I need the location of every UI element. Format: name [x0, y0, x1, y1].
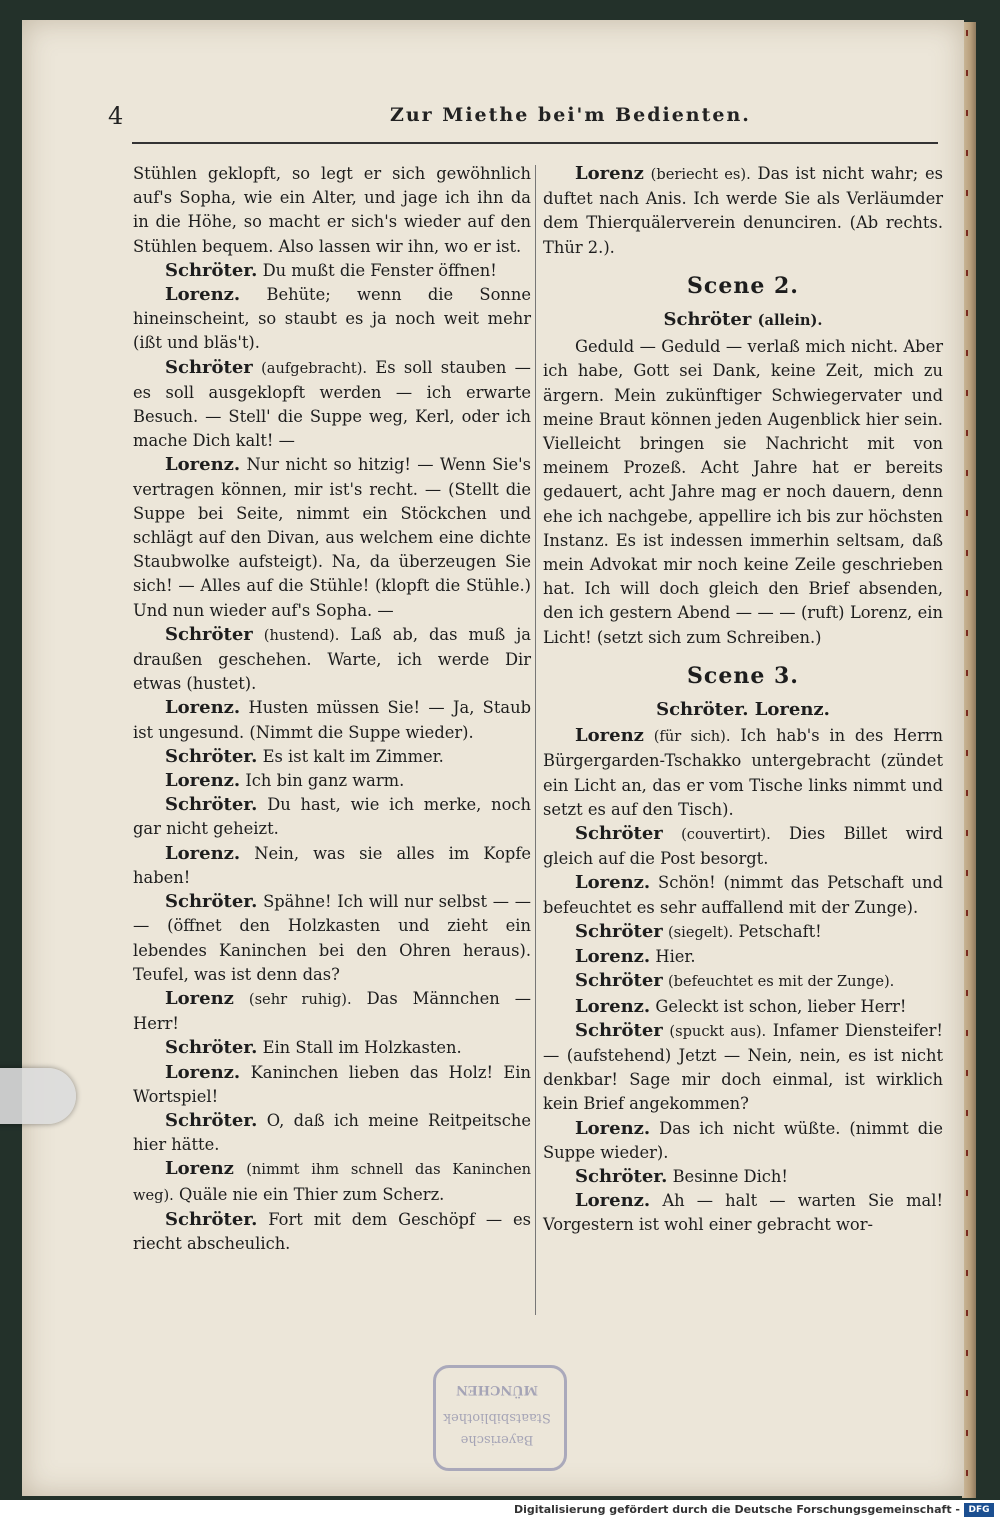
dialogue-line [133, 1208, 531, 1256]
dialogue-text: Nur nicht so hitzig! — Wenn Sie's vertragen können, mir ist's recht. — (Stellt die Suppe bei Seite, nimmt ein Stöckchen und schlägt auf den Divan, aus welchem eine dichte Staubwolke aufsteigt). Na, da überzeugen Sie sich! — Alles auf die Stühle! (klopft die Stühle.) Und nun wieder auf's Sopha. — [133, 455, 531, 620]
stage-direction: (beriecht es). [650, 166, 751, 183]
dfg-logo: DFG [964, 1503, 994, 1517]
dialogue-text: Fort mit dem Geschöpf — es riecht abscheulich. [133, 1209, 531, 1253]
speaker-name: Lorenz. [165, 770, 241, 792]
stamp-text: Staatsbibliothek [443, 1410, 551, 1425]
dialogue-text: Das Männchen — Herr! [133, 988, 531, 1034]
dialogue-line [133, 1061, 531, 1109]
scene-heading: Scene 3. [687, 662, 799, 689]
dialogue-text: Nein, was sie alles im Kopfe haben! [133, 843, 531, 887]
dialogue-text: Hier. [655, 947, 696, 967]
dialogue-text: Infamer Diensteifer! — (aufstehend) Jetzt — Nein, nein, es ist nicht denkbar! Sage mir doch einmal, ist wirklich kein Brief angekommen? [543, 1020, 943, 1114]
stage-direction: (sehr ruhig). [248, 990, 352, 1008]
binding-thread [966, 30, 968, 1490]
dialogue-line [543, 995, 943, 1019]
stamp-graphic [436, 1368, 558, 1462]
speaker-name: Schröter [575, 823, 663, 845]
speaker-name: Schröter [575, 920, 663, 942]
right-column [543, 162, 943, 1238]
running-title: Zur Miethe bei'm Bedienten. [390, 104, 751, 126]
speaker-name: Lorenz. [165, 1061, 241, 1083]
dialogue-text: Du mußt die Fenster öffnen! [262, 260, 497, 280]
dialogue-text: Behüte; wenn die Sonne hineinscheint, so staubt es ja noch weit mehr (ißt und bläs't). [133, 285, 531, 353]
speaker-name: Lorenz. [165, 842, 241, 864]
dialogue-line [543, 1019, 943, 1117]
scene-persons [543, 308, 943, 333]
dialogue-line [543, 1165, 943, 1189]
speaker-name: Schröter. [575, 1165, 668, 1187]
dialogue-text: O, daß ich meine Reitpeitsche hier hätte. [133, 1110, 531, 1155]
dialogue-text: Ich bin ganz warm. [245, 771, 405, 791]
dialogue-text: Es soll stauben — es soll ausgeklopft werden — ich erwarte Besuch. — Stell' die Suppe weg, Kerl, oder ich mache Dich kalt! — [133, 357, 531, 451]
page-header [108, 98, 938, 138]
speaker-name: Schröter [165, 623, 253, 645]
speaker-name: Lorenz. [575, 1190, 651, 1212]
persons-label: Schröter [663, 309, 752, 331]
adjacent-page-edge [962, 22, 976, 1498]
dialogue-line [133, 890, 531, 987]
dialogue-line [133, 1036, 531, 1060]
page-number: 4 [108, 102, 124, 130]
speaker-name: Lorenz. [575, 946, 651, 968]
speaker-name: Lorenz. [575, 995, 651, 1017]
dialogue-text: Schön! (nimmt das Petschaft und befeuchtet es sehr auffallend mit der Zunge). [543, 873, 943, 917]
stage-direction: (spuckt aus). [669, 1022, 767, 1040]
dialogue-line [133, 696, 531, 744]
stage-direction: (couvertirt). [681, 826, 771, 844]
dialogue-line [133, 1157, 531, 1207]
dialogue-text: Spähne! Ich will nur selbst — — — (öffnet den Holzkasten und zieht ein lebendes Kaninchen bei den Ohren heraus). Teufel, was ist denn das? [133, 892, 531, 984]
stage-direction: (für sich). [653, 728, 731, 746]
speaker-name: Schröter [165, 356, 253, 378]
dialogue-line [543, 822, 943, 871]
speaker-name: Schröter. [165, 1208, 258, 1230]
dialogue-text: Ich hab's in des Herrn Bürgergarden-Tschakko untergebracht (zündet ein Licht an, das er vom Tische links nimmt und setzt es auf den Tisch). [543, 726, 943, 819]
speaker-name: Lorenz. [165, 697, 241, 719]
speaker-name: Schröter [575, 1019, 663, 1041]
header-rule [132, 142, 938, 144]
footer-bar [0, 1500, 1000, 1521]
library-stamp [433, 1365, 567, 1471]
dialogue-line [543, 871, 943, 919]
dialogue-text: Ah — halt — warten Sie mal! Vorgestern ist wohl einer gebracht wor- [543, 1191, 943, 1235]
left-column [133, 162, 531, 1256]
dialogue-line [133, 793, 531, 841]
stamp-text: Bayerische [460, 1432, 534, 1447]
speaker-name: Lorenz. [165, 454, 241, 476]
speaker-name: Schröter. [165, 891, 258, 913]
speaker-name: Lorenz. [575, 1117, 651, 1139]
dialogue-line [543, 1189, 943, 1237]
dialogue-text: Ein Stall im Holzkasten. [262, 1038, 462, 1058]
dialogue-line [133, 987, 531, 1036]
speaker-name: Lorenz [575, 725, 644, 747]
speaker-name: Lorenz [165, 1158, 234, 1180]
scanner-thumb-marker [0, 1068, 76, 1124]
dialogue-text: Du hast, wie ich merke, noch gar nicht geheizt. [133, 795, 531, 839]
stage-direction: (siegelt). [667, 923, 734, 941]
dialogue-line [133, 356, 531, 454]
dialogue-line [133, 769, 531, 793]
dialogue-line [543, 724, 943, 822]
dialogue-text: Kaninchen lieben das Holz! Ein Wortspiel! [133, 1062, 531, 1106]
dialogue-text: Das ich nicht wüßte. (nimmt die Suppe wieder). [543, 1118, 943, 1162]
speaker-name: Schröter. [165, 745, 258, 767]
stage-direction: (aufgebracht). [261, 359, 368, 377]
stage-direction: (hustend). [263, 626, 340, 644]
dialogue-line [543, 945, 943, 969]
dialogue-text: Dies Billet wird gleich auf die Post besorgt. [543, 824, 943, 869]
dialogue-text: Stühlen geklopft, so legt er sich gewöhnlich auf's Sopha, wie ein Alter, und jage ich ihn da in die Höhe, so macht er sich's wieder auf den Stühlen bequem. Also lassen wir ihn, wo er ist. [133, 164, 531, 256]
dialogue-line [133, 283, 531, 356]
speaker-name: Schröter. [165, 259, 258, 281]
dialogue-line [133, 745, 531, 769]
scene-heading: Scene 2. [687, 272, 799, 299]
persons-label: Schröter. Lorenz. [656, 699, 830, 721]
column-divider [535, 165, 536, 1315]
dialogue-line [133, 453, 531, 622]
dialogue-line [543, 920, 943, 945]
dialogue-line [133, 842, 531, 890]
dialogue-text: Das ist nicht wahr; es duftet nach Anis. Ich werde Sie als Verläumder dem Thierquälerverein denunciren. (Ab rechts. Thür 2.). [543, 164, 943, 257]
stage-direction: (nimmt ihm schnell das Kaninchen weg). [133, 1161, 531, 1204]
speaker-name: Lorenz. [165, 284, 241, 306]
speaker-name: Schröter. [165, 1037, 258, 1059]
dialogue-text: Geleckt ist schon, lieber Herr! [655, 996, 907, 1016]
dialogue-line [133, 1109, 531, 1157]
stage-direction: (allein). [757, 312, 823, 330]
speaker-name: Lorenz [165, 987, 234, 1009]
dialogue-line [133, 623, 531, 697]
dialogue-text: Laß ab, das muß ja draußen geschehen. Warte, ich werde Dir etwas (hustet). [133, 624, 531, 694]
dialogue-line [543, 335, 943, 650]
dialogue-text: Geduld — Geduld — verlaß mich nicht. Aber ich habe, Gott sei Dank, keine Zeit, mich zu ärgern. Mein zukünftiger Schwiegervater und meine Braut können jeden Augenblick hier sein. Vielleicht bringen sie Nachricht mit von meinem Prozeß. Acht Jahre hat er bereits gedauert, acht Jahre mag er noch dauern, denn ehe ich nachgebe, appellire ich bis zur höchsten Instanz. Es ist indessen immerhin seltsam, daß mein Advokat mir noch keine Zeile geschrieben hat. Ich will doch gleich den Brief absenden, den ich gestern Abend — — — (ruft) Lorenz, ein Licht! (setzt sich zum Schreiben.) [543, 337, 943, 647]
dialogue-line [543, 969, 943, 994]
speaker-name: Lorenz. [575, 872, 651, 894]
dialogue-text: Petschaft! [738, 921, 822, 941]
dialogue-line [133, 259, 531, 283]
speaker-name: Lorenz [575, 163, 644, 184]
speaker-name: Schröter. [165, 1109, 258, 1131]
scene-persons [543, 698, 943, 722]
dialogue-text: Husten müssen Sie! — Ja, Staub ist ungesund. (Nimmt die Suppe wieder). [133, 698, 531, 742]
dialogue-line [133, 162, 531, 259]
dialogue-line [543, 162, 943, 260]
stage-direction: (befeuchtet es mit der Zunge). [667, 973, 895, 991]
dialogue-text: Es ist kalt im Zimmer. [262, 746, 444, 766]
footer-credit: Digitalisierung gefördert durch die Deutsche Forschungsgemeinschaft - [513, 1503, 960, 1516]
speaker-name: Schröter. [165, 794, 258, 816]
dialogue-line [543, 1117, 943, 1165]
dialogue-text: Quäle nie ein Thier zum Scherz. [179, 1184, 445, 1204]
stamp-text: MÜNCHEN [455, 1382, 539, 1397]
speaker-name: Schröter [575, 970, 663, 992]
dialogue-text: Besinne Dich! [672, 1166, 788, 1186]
